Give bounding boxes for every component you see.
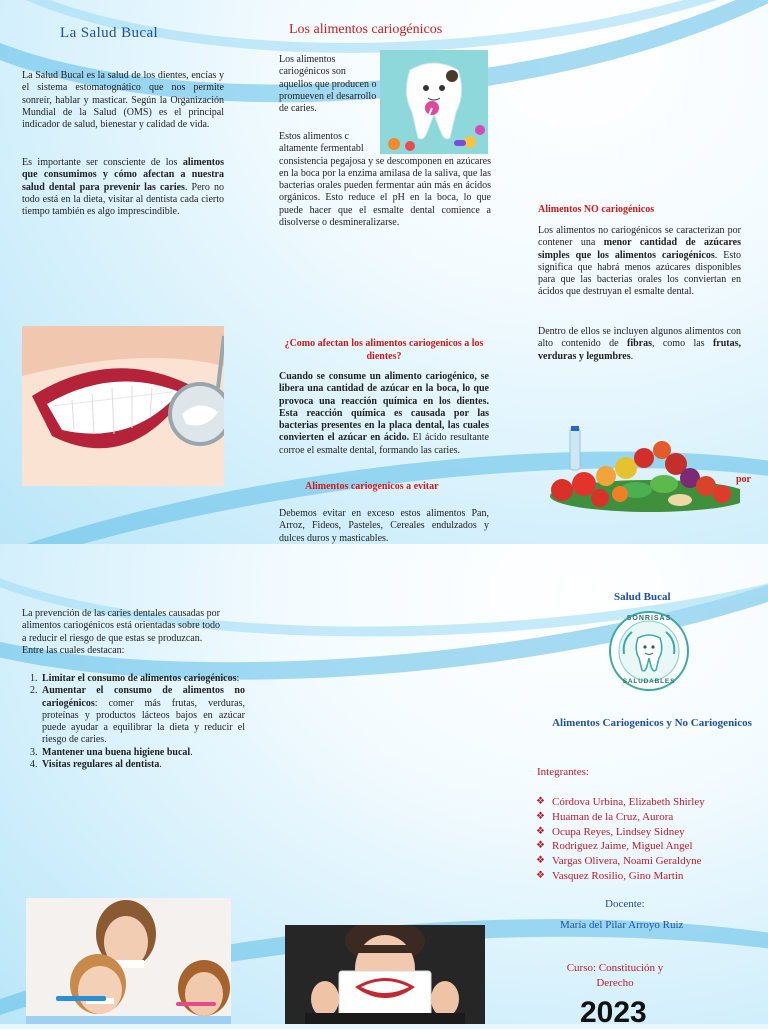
how-affect-title: ¿Como afectan los alimentos cariogenicos a los dientes?	[284, 338, 484, 362]
teacher-label: Docente:	[605, 898, 645, 910]
prevention-intro: La prevención de las caries dentales causadas por alimentos cariogénicos está orientadas sobre todo a reducir el riesgo de que estas se produzcan. Entre las cuales destacan:	[22, 608, 220, 656]
list-item: ❖ Rodriguez Jaime, Miguel Angel	[536, 839, 756, 854]
salud-bucal-importance-paragraph: Es importante ser consciente de los alimentos que consumimos y cómo afectan a nuestra salud dental para prevenir las caries. Pero no todo está en la dieta, visitar al dentista cada cierto tiempo también es algo imprescindible.	[22, 157, 224, 218]
list-item: ❖ Huaman de la Cruz, Aurora	[536, 810, 756, 825]
fragment-text: por	[736, 474, 751, 485]
avoid-title: Alimentos cariogenicos a evitar	[305, 481, 439, 492]
list-item: 4. Visitas regulares al dentista.	[40, 759, 245, 771]
how-affect-paragraph: Cuando se consume un alimento cariogénico, se libera una cantidad de azúcar en la boca, lo que provoca una reacción química en los dientes. Esta reacción química es causada por las bacterias presentes en la placa dental, las cuales convierten el azúcar en ácido. El ácido resultante corroe el esmalte dental, formando las caries.	[279, 371, 489, 456]
list-item: ❖ Vargas Olivera, Noami Geraldyne	[536, 854, 756, 869]
logo-bottom-text: SALUDABLES	[622, 678, 676, 685]
teacher-name: María del Pilar Arroyo Ruiz	[560, 919, 684, 931]
year-text: 2023	[580, 996, 647, 1029]
list-item: ❖ Vasquez Rosilio, Gino Martin	[536, 869, 756, 884]
list-item: ❖ Ocupa Reyes, Lindsey Sidney	[536, 825, 756, 840]
cariogenic-description: Estos alimentos c altamente fermentabl consistencia pegajosa y se descomponen en azúcares en la boca por la enzima amilasa de la saliva, que las bacterias orales pueden fermentar aún más en ácidos orgánicos. Esto reduce el pH en la boca, lo que puede hacer que el esmalte dental comience a disolverse o desmineralizarse.	[279, 131, 491, 229]
course-text: Curso: Constitución y Derecho	[566, 962, 664, 989]
non-cariogenic-title: Alimentos NO cariogénicos	[538, 204, 655, 215]
members-list	[536, 795, 756, 884]
cariogenic-definition: Los alimentos cariogénicos son aquellos que producen o promueven el desarrollo de caries.	[279, 54, 377, 115]
salud-bucal-paragraph: La Salud Bucal es la salud de los dientes, encías y el sistema estomatognático que nos permite sonreír, hablar y masticar. Según la Organización Mundial de la Salud (OMS) es el principal indicador de salud, bienestar y calidad de vida.	[22, 70, 224, 131]
non-cariogenic-paragraph: Los alimentos no cariogénicos se caracterizan por contener una menor cantidad de azúcares simples que los alimentos cariogénicos. Esto significa que habrá menos azúcares disponibles para que las bacterias orales los conviertan en ácidos que destruyan el esmalte dental.	[538, 225, 742, 298]
vegetables-image	[540, 424, 740, 514]
salud-bucal-title: La Salud Bucal	[60, 25, 159, 41]
sonrisas-saludables-logo	[608, 610, 690, 692]
smile-mirror-image	[22, 326, 224, 486]
cover-header: Salud Bucal	[614, 591, 671, 603]
cariogenic-title: Los alimentos cariogénicos	[289, 22, 443, 37]
woman-smile-image	[285, 925, 485, 1024]
list-item: 2. Aumentar el consumo de alimentos no cariogénicos: comer más frutas, verduras, proteínas y productos lácteos bajos en azúcar puede ayudar a equilibrar la dieta y reducir el riesgo de caries.	[40, 685, 245, 746]
avoid-paragraph: Debemos evitar en exceso estos alimentos Pan, Arroz, Fideos, Pasteles, Cereales endulzados y dulces duros y masticables.	[279, 508, 489, 544]
list-item: 1. Limitar el consumo de alimentos cariogénicos:	[40, 673, 245, 685]
non-cariogenic-fiber-paragraph: Dentro de ellos se incluyen algunos alimentos con alto contenido de fibras, como las frutas, verduras y legumbres.	[538, 326, 741, 362]
family-brushing-image	[26, 898, 231, 1024]
logo-top-text: SONRISAS	[626, 615, 672, 622]
list-item: ❖ Córdova Urbina, Elizabeth Shirley	[536, 795, 756, 810]
cover-subtitle: Alimentos Cariogenicos y No Cariogenicos	[552, 717, 752, 729]
members-label: Integrantes:	[537, 766, 589, 778]
list-item: 3. Mantener una buena higiene bucal.	[40, 747, 245, 759]
prevention-list	[22, 673, 245, 771]
